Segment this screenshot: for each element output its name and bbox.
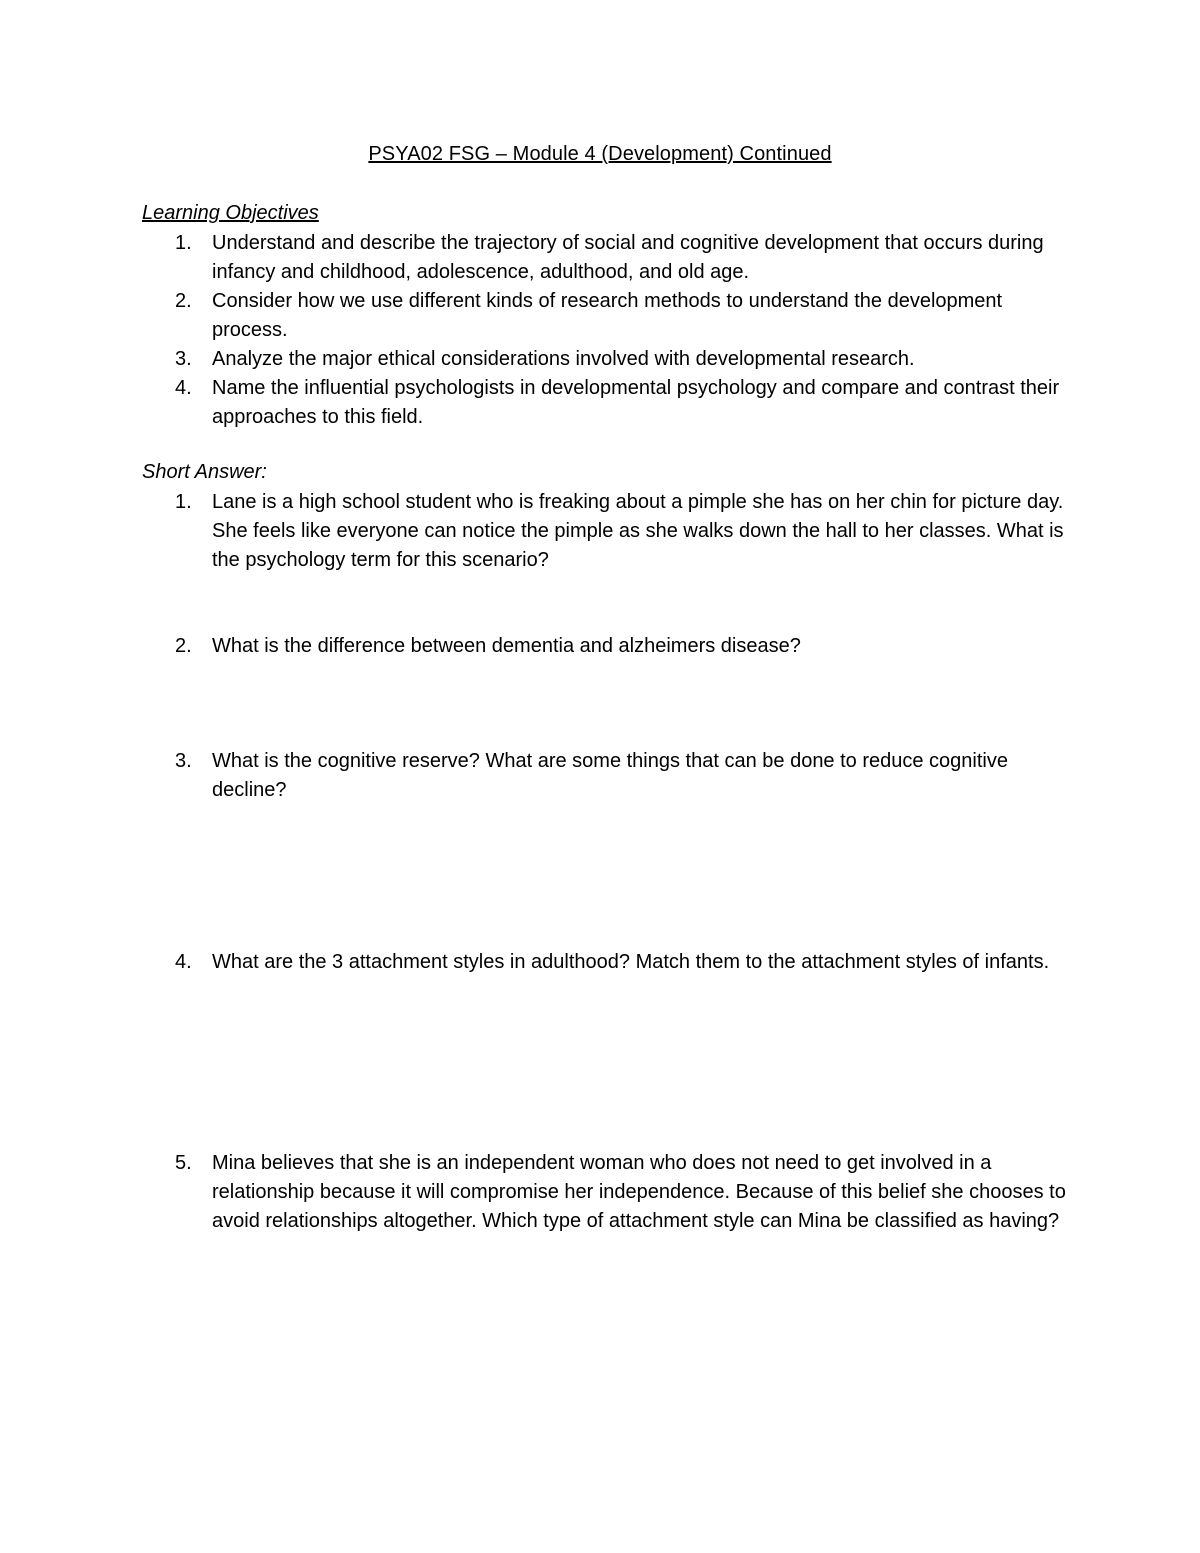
document-title: PSYA02 FSG – Module 4 (Development) Continued (368, 143, 832, 165)
short-answer-question (175, 488, 1075, 575)
short-answer-question (175, 632, 1075, 661)
question-text: Lane is a high school student who is freaking about a pimple she has on her chin for picture day. She feels like everyone can notice the pimple as she walks down the hall to her classes. What is the psychology term for this scenario? (212, 491, 1064, 571)
short-answer-question (175, 948, 1075, 977)
short-answer-question (175, 747, 1075, 805)
question-number: 2. (175, 635, 192, 657)
item-number: 4. (175, 377, 192, 399)
item-text: Consider how we use different kinds of research methods to understand the development process. (212, 290, 1003, 341)
learning-objectives-heading: Learning Objectives (142, 202, 319, 224)
item-text: Understand and describe the trajectory of social and cognitive development that occurs during infancy and childhood, adolescence, adulthood, and old age. (212, 232, 1044, 283)
question-number: 1. (175, 491, 192, 513)
question-number: 4. (175, 951, 192, 973)
item-number: 1. (175, 232, 192, 254)
list-item (175, 374, 1075, 432)
list-item (175, 229, 1075, 287)
short-answer-question (175, 1149, 1075, 1236)
question-number: 3. (175, 750, 192, 772)
list-item (175, 345, 1075, 374)
short-answer-heading: Short Answer: (142, 461, 267, 483)
question-text: What is the cognitive reserve? What are some things that can be done to reduce cognitive decline? (212, 750, 1008, 801)
question-text: Mina believes that she is an independent woman who does not need to get involved in a relationship because it will compromise her independence. Because of this belief she chooses to avoid relationships altogether. Which type of attachment style can Mina be classified as having? (212, 1152, 1066, 1232)
question-number: 5. (175, 1152, 192, 1174)
item-text: Analyze the major ethical considerations involved with developmental research. (212, 348, 915, 370)
learning-objectives-list (175, 229, 1075, 432)
item-number: 2. (175, 290, 192, 312)
question-text: What is the difference between dementia and alzheimers disease? (212, 635, 801, 657)
list-item (175, 287, 1075, 345)
item-number: 3. (175, 348, 192, 370)
question-text: What are the 3 attachment styles in adulthood? Match them to the attachment styles of infants. (212, 951, 1050, 973)
item-text: Name the influential psychologists in developmental psychology and compare and contrast their approaches to this field. (212, 377, 1060, 428)
